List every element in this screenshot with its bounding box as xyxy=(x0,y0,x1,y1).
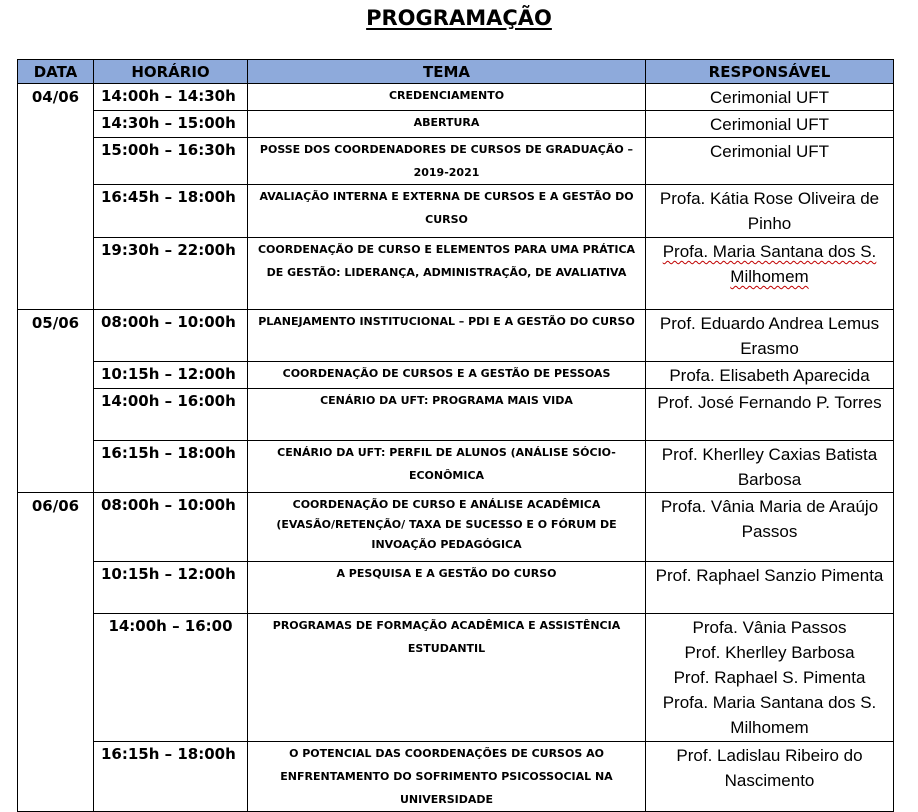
session-topic: CREDENCIAMENTO xyxy=(248,84,646,111)
session-responsible xyxy=(646,238,894,310)
header-time: HORÁRIO xyxy=(94,60,248,84)
session-time: 14:00h – 16:00 xyxy=(94,614,248,742)
table-row xyxy=(18,310,894,362)
session-responsible: Prof. Eduardo Andrea Lemus Erasmo xyxy=(646,310,894,362)
session-topic: CENÁRIO DA UFT: PROGRAMA MAIS VIDA xyxy=(248,389,646,441)
table-row xyxy=(18,84,894,111)
session-responsible xyxy=(646,614,894,742)
session-time: 08:00h – 10:00h xyxy=(94,310,248,362)
session-topic: A PESQUISA E A GESTÃO DO CURSO xyxy=(248,562,646,614)
session-topic: COORDENAÇÃO DE CURSOS E A GESTÃO DE PESSOAS xyxy=(248,362,646,389)
session-time: 16:15h – 18:00h xyxy=(94,441,248,493)
table-row xyxy=(18,441,894,493)
header-date: DATA xyxy=(18,60,94,84)
session-time: 10:15h – 12:00h xyxy=(94,362,248,389)
page-title: PROGRAMAÇÃO xyxy=(366,6,552,30)
session-responsible: Profa. Elisabeth Aparecida xyxy=(646,362,894,389)
session-responsible: Profa. Vânia Maria de Araújo Passos xyxy=(646,493,894,562)
session-responsible: Cerimonial UFT xyxy=(646,138,894,185)
session-topic: COORDENAÇÃO DE CURSO E ANÁLISE ACADÊMICA (EVASÃO/RETENÇÃO/ TAXA DE SUCESSO E O FÓRUM DE INVOAÇÃO PEDAGÓGICA xyxy=(248,493,646,562)
session-responsible: Cerimonial UFT xyxy=(646,84,894,111)
responsible-line: Prof. Kherlley Barbosa xyxy=(684,643,855,662)
session-topic: ABERTURA xyxy=(248,111,646,138)
session-time: 15:00h – 16:30h xyxy=(94,138,248,185)
responsible-line: Profa. Vânia Passos xyxy=(692,618,847,637)
session-topic: O POTENCIAL DAS COORDENAÇÕES DE CURSOS AO ENFRENTAMENTO DO SOFRIMENTO PSICOSSOCIAL NA UNIVERSIDADE xyxy=(248,742,646,812)
table-row xyxy=(18,185,894,238)
session-time: 08:00h – 10:00h xyxy=(94,493,248,562)
table-row xyxy=(18,138,894,185)
table-row xyxy=(18,389,894,441)
table-row xyxy=(18,362,894,389)
header-topic: TEMA xyxy=(248,60,646,84)
session-responsible: Prof. José Fernando P. Torres xyxy=(646,389,894,441)
session-time: 16:15h – 18:00h xyxy=(94,742,248,812)
session-time: 14:00h – 14:30h xyxy=(94,84,248,111)
session-time: 19:30h – 22:00h xyxy=(94,238,248,310)
day-date: 06/06 xyxy=(18,493,94,812)
table-row xyxy=(18,493,894,562)
responsible-text: Profa. Maria Santana dos S. Milhomem xyxy=(662,242,877,286)
table-row xyxy=(18,742,894,812)
day-date: 05/06 xyxy=(18,310,94,493)
session-responsible: Prof. Ladislau Ribeiro do Nascimento xyxy=(646,742,894,812)
table-row xyxy=(18,238,894,310)
schedule-table xyxy=(17,59,894,812)
session-topic: AVALIAÇÃO INTERNA E EXTERNA DE CURSOS E A GESTÃO DO CURSO xyxy=(248,185,646,238)
session-time: 14:30h – 15:00h xyxy=(94,111,248,138)
session-responsible: Prof. Raphael Sanzio Pimenta xyxy=(646,562,894,614)
table-header-row xyxy=(18,60,894,84)
responsible-line: Profa. Maria Santana dos S. Milhomem xyxy=(662,693,877,737)
table-row xyxy=(18,111,894,138)
session-topic: POSSE DOS COORDENADORES DE CURSOS DE GRADUAÇÃO – 2019-2021 xyxy=(248,138,646,185)
session-topic: COORDENAÇÃO DE CURSO E ELEMENTOS PARA UMA PRÁTICA DE GESTÃO: LIDERANÇA, ADMINISTRAÇÃO, DE AVALIATIVA xyxy=(248,238,646,310)
session-time: 14:00h – 16:00h xyxy=(94,389,248,441)
table-row xyxy=(18,614,894,742)
session-time: 16:45h – 18:00h xyxy=(94,185,248,238)
responsible-line: Prof. Raphael S. Pimenta xyxy=(673,668,866,687)
header-responsible: RESPONSÁVEL xyxy=(646,60,894,84)
session-responsible: Prof. Kherlley Caxias Batista Barbosa xyxy=(646,441,894,493)
session-responsible: Cerimonial UFT xyxy=(646,111,894,138)
table-row xyxy=(18,562,894,614)
day-date: 04/06 xyxy=(18,84,94,310)
session-topic: CENÁRIO DA UFT: PERFIL DE ALUNOS (ANÁLISE SÓCIO-ECONÔMICA xyxy=(248,441,646,493)
session-topic: PROGRAMAS DE FORMAÇÃO ACADÊMICA E ASSISTÊNCIA ESTUDANTIL xyxy=(248,614,646,742)
session-responsible: Profa. Kátia Rose Oliveira de Pinho xyxy=(646,185,894,238)
session-topic: PLANEJAMENTO INSTITUCIONAL – PDI E A GESTÃO DO CURSO xyxy=(248,310,646,362)
session-time: 10:15h – 12:00h xyxy=(94,562,248,614)
